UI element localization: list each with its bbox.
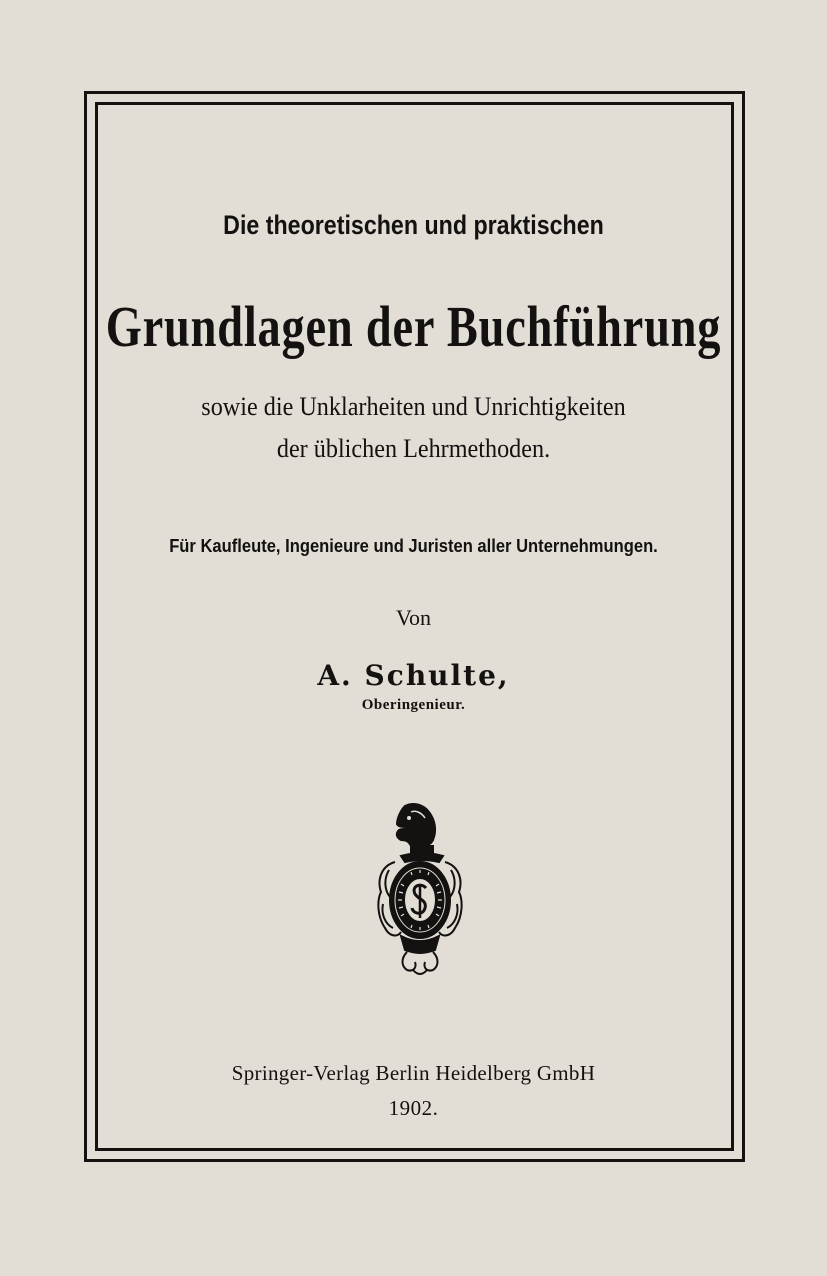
by-label: Von [395, 605, 432, 630]
author-name: A. Schulte, [317, 659, 510, 692]
pretitle: Die theoretischen und praktischen [223, 210, 604, 240]
audience-line: Für Kaufleute, Ingenieure und Juristen aller Unternehmungen. [169, 536, 658, 556]
book-title: Grundlagen der Buchführung [105, 294, 722, 359]
publication-year: 1902. [388, 1096, 439, 1120]
description-line-1: sowie die Unklarheiten und Unrichtigkeiten [201, 392, 626, 421]
author-role: Oberingenieur. [361, 697, 466, 713]
publisher: Springer-Verlag Berlin Heidelberg GmbH [231, 1061, 596, 1085]
description-line-2: der üblichen Lehrmethoden. [276, 434, 551, 463]
springer-knight-emblem-icon [371, 800, 469, 980]
